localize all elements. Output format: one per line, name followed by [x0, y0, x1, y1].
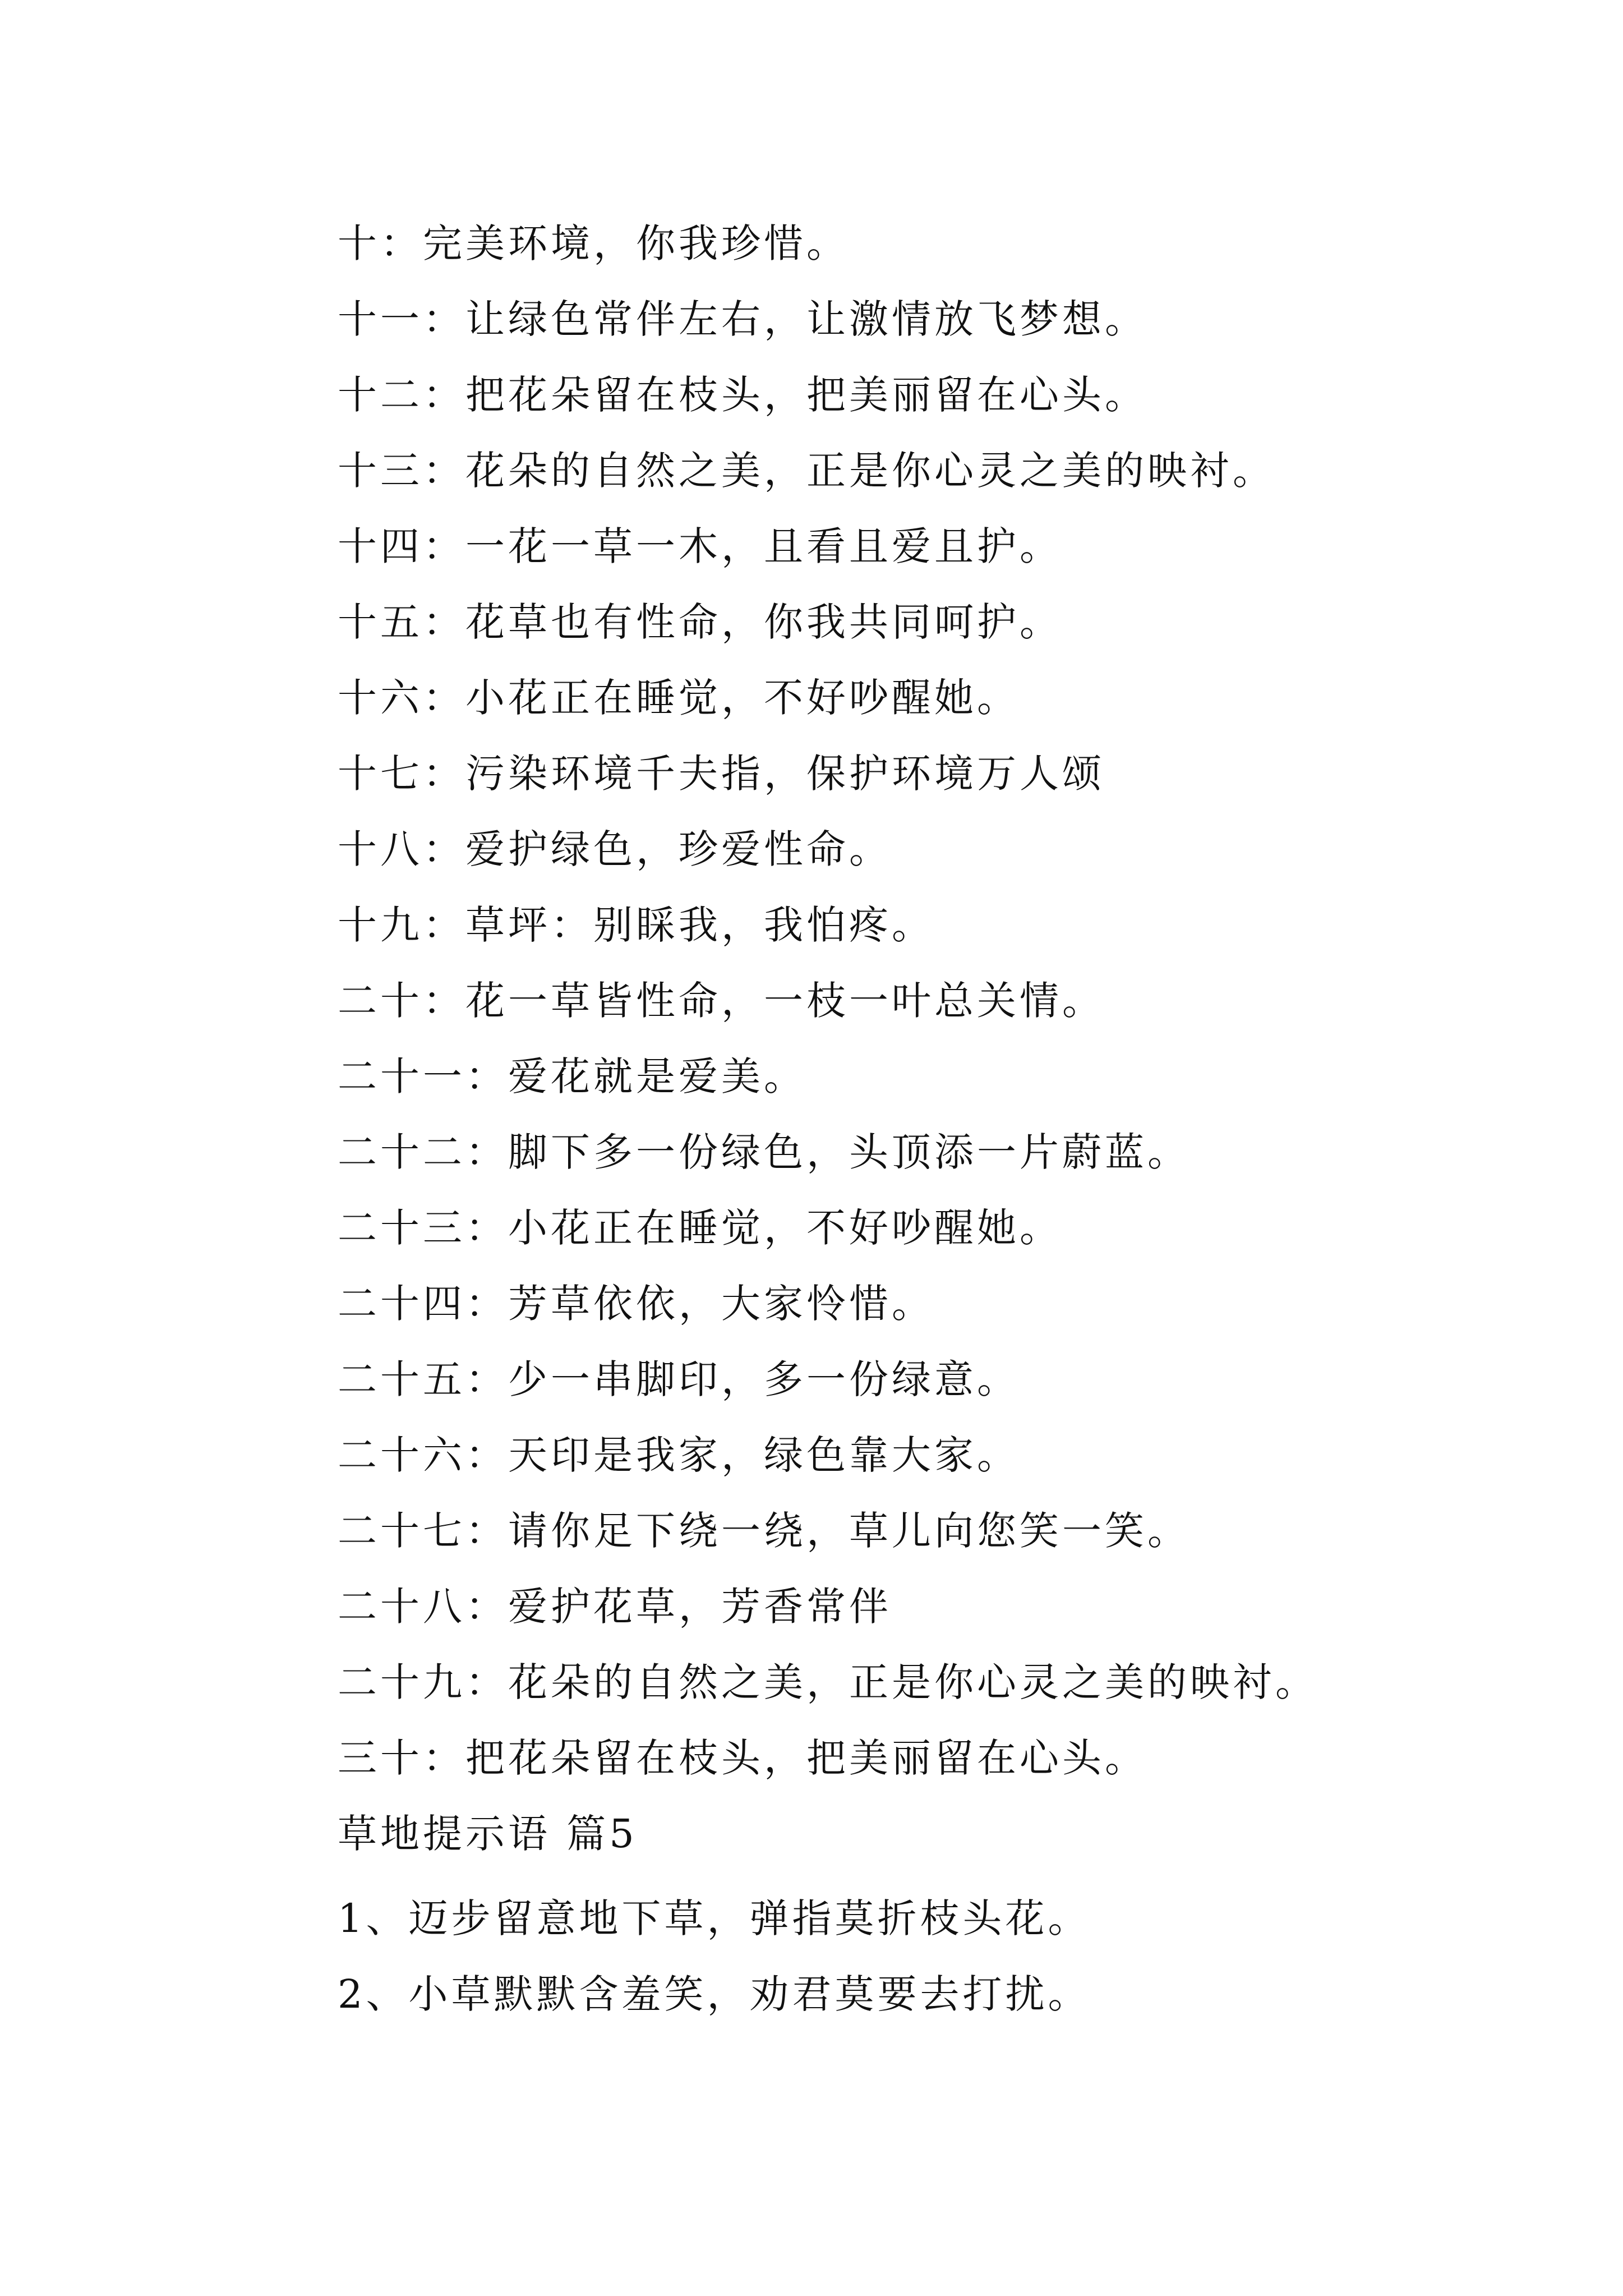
text-line: 二十三：小花正在睡觉，不好吵醒她。: [338, 1205, 1062, 1251]
text-line: 十六：小花正在睡觉，不好吵醒她。: [338, 675, 1020, 721]
text-line: 二十七：请你足下绕一绕，草儿向您笑一笑。: [338, 1508, 1190, 1554]
text-line: 十二：把花朵留在枝头，把美丽留在心头。: [338, 372, 1147, 418]
document-body: [338, 215, 1493, 2042]
text-line: 二十二：脚下多一份绿色，头顶添一片蔚蓝。: [338, 1129, 1190, 1175]
text-line: 十八：爱护绿色，珍爱性命。: [338, 826, 892, 872]
numbered-line: 1、迈步留意地下草，弹指莫折枝头花。: [338, 1895, 1091, 1941]
text-line: 十九：草坪：别睬我，我怕疼。: [338, 902, 934, 948]
text-line: 三十：把花朵留在枝头，把美丽留在心头。: [338, 1735, 1147, 1781]
text-line: 十四：一花一草一木，且看且爱且护。: [338, 523, 1062, 569]
text-line: 十一：让绿色常伴左右，让激情放飞梦想。: [338, 296, 1147, 342]
text-line: 二十一：爱花就是爱美。: [338, 1053, 806, 1099]
text-line: 二十五：少一串脚印，多一份绿意。: [338, 1356, 1020, 1402]
text-line: 二十四：芳草依依，大家怜惜。: [338, 1281, 934, 1327]
text-line: 二十：花一草皆性命，一枝一叶总关情。: [338, 978, 1105, 1024]
text-line: 十五：花草也有性命，你我共同呵护。: [338, 599, 1062, 645]
text-line: 二十八：爱护花草，芳香常伴: [338, 1584, 892, 1630]
numbered-line: 2、小草默默含羞笑，劝君莫要去打扰。: [338, 1971, 1091, 2017]
text-line: 二十六：天印是我家，绿色靠大家。: [338, 1432, 1020, 1478]
section-heading: 草地提示语 篇5: [338, 1811, 638, 1857]
text-line: 十七：污染环境千夫指，保护环境万人颂: [338, 751, 1105, 797]
text-line: 二十九：花朵的自然之美，正是你心灵之美的映衬。: [338, 1659, 1318, 1705]
text-line: 十三：花朵的自然之美，正是你心灵之美的映衬。: [338, 448, 1275, 494]
text-line: 十：完美环境，你我珍惜。: [338, 220, 849, 266]
